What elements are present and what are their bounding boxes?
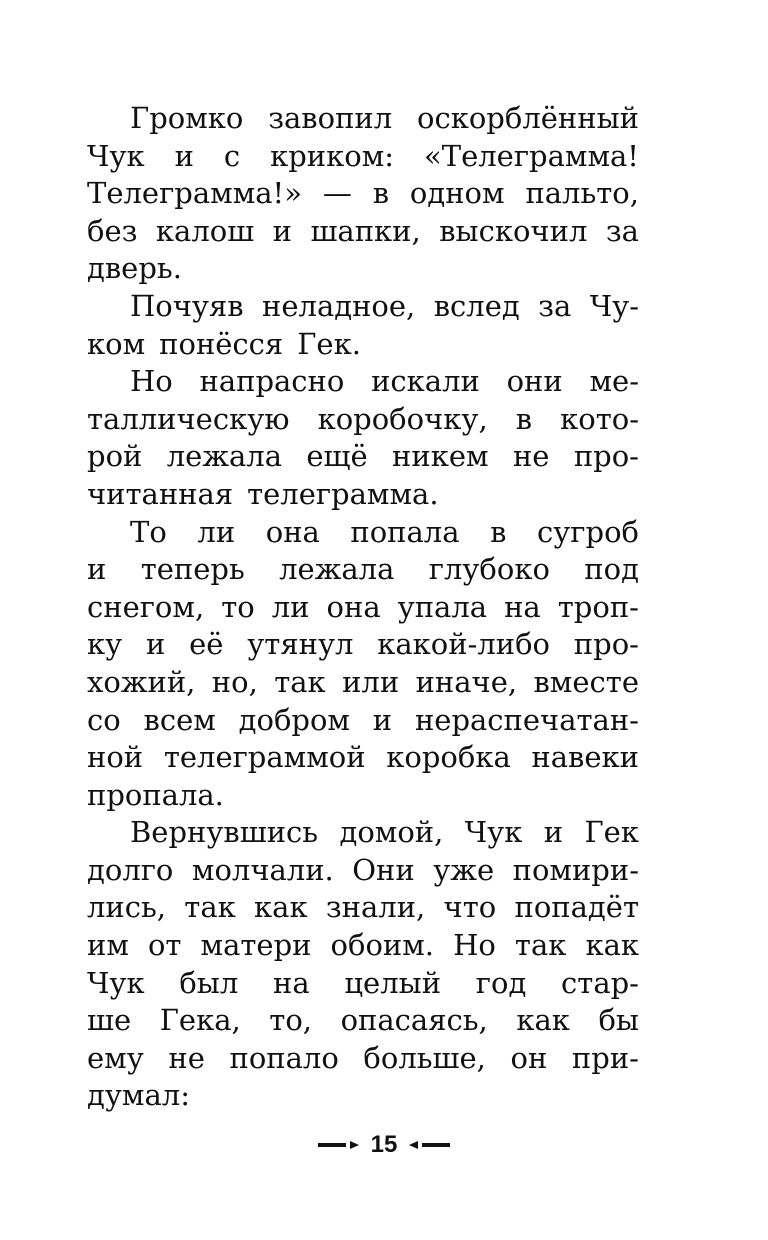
word: пальто, — [525, 176, 639, 211]
text-line — [87, 138, 639, 176]
word: опасаясь, — [340, 1003, 488, 1038]
word: шапки, — [310, 213, 421, 248]
word: со — [87, 702, 121, 737]
text-line — [87, 664, 639, 702]
word: коробочку, — [317, 401, 488, 436]
word: дверь. — [87, 251, 182, 286]
word: одном — [409, 176, 505, 211]
word: — — [322, 176, 352, 211]
word: знали, — [325, 890, 426, 925]
word: То — [130, 514, 167, 549]
text-line — [87, 852, 639, 890]
word: не — [512, 439, 550, 474]
word: завопил — [268, 101, 393, 135]
text-line — [87, 965, 639, 1003]
word: то — [221, 589, 255, 624]
text-line — [87, 175, 639, 213]
word: пропала. — [87, 777, 224, 812]
word: на — [504, 589, 541, 624]
word: Телеграмма!» — [87, 176, 302, 211]
word: выскочил — [439, 213, 588, 248]
word: матери — [200, 928, 312, 963]
word: Чу- — [589, 288, 639, 323]
word: и — [174, 138, 194, 173]
word: глубоко — [428, 552, 550, 587]
word: она — [326, 589, 381, 624]
word: коробка — [386, 740, 511, 775]
word: не — [168, 1040, 205, 1075]
paragraph — [87, 363, 639, 513]
word: уже — [433, 852, 495, 887]
word: Громко — [130, 101, 244, 135]
word: и — [272, 213, 292, 248]
word: попало — [229, 1040, 339, 1075]
word: так — [274, 664, 326, 699]
word: понёсся — [159, 326, 284, 361]
word: искали — [371, 364, 480, 399]
word: в — [515, 401, 533, 436]
word: так — [184, 890, 236, 925]
word: или — [342, 664, 400, 699]
word: навеки — [531, 740, 639, 775]
word: таллическую — [87, 401, 290, 436]
text-line — [87, 288, 639, 326]
text-line — [87, 326, 639, 364]
page-footer — [0, 1128, 768, 1162]
word: сугроб — [537, 514, 639, 549]
word: за — [538, 288, 572, 323]
word: и — [372, 702, 393, 737]
text-line — [87, 589, 639, 627]
word: им — [87, 928, 129, 963]
word: «Телеграмма! — [424, 138, 639, 173]
word: троп- — [557, 589, 639, 624]
word: про- — [573, 439, 639, 474]
word: ли — [197, 514, 236, 549]
word: никем — [392, 439, 489, 474]
text-line — [87, 401, 639, 439]
page-number: 15 — [370, 1131, 398, 1158]
word: Чук — [87, 138, 145, 173]
word: телеграммой — [163, 740, 366, 775]
text-line — [87, 213, 639, 251]
word: помири- — [512, 852, 639, 887]
text-line — [87, 438, 639, 476]
word: целый — [344, 965, 442, 1000]
word: на — [273, 965, 310, 1000]
text-line — [87, 626, 639, 664]
text-line — [87, 551, 639, 589]
word: читанная — [87, 476, 234, 511]
word: утянул — [247, 627, 354, 662]
word: больше, — [363, 1040, 486, 1075]
word: рой — [87, 439, 143, 474]
word: но, — [211, 664, 258, 699]
word: попала — [350, 514, 460, 549]
word: под — [584, 552, 639, 587]
word: что — [443, 890, 497, 925]
word: она — [265, 514, 320, 549]
word: при- — [571, 1040, 639, 1075]
word: он — [510, 1040, 548, 1075]
word: напрасно — [199, 364, 345, 399]
word: Чук — [87, 965, 145, 1000]
paragraph — [87, 288, 639, 363]
paragraph — [87, 814, 639, 1115]
text-line — [87, 702, 639, 740]
text-line — [87, 889, 639, 927]
word: в — [372, 176, 390, 211]
word: вместе — [533, 664, 639, 699]
word: ещё — [306, 439, 368, 474]
word: лись, — [87, 890, 166, 925]
word: какой-либо — [377, 627, 551, 662]
text-line — [87, 100, 639, 138]
word: как — [516, 1003, 570, 1038]
word: без — [87, 213, 138, 248]
text-line — [87, 927, 639, 965]
text-line — [87, 1002, 639, 1040]
word: нераспечатан- — [414, 702, 639, 737]
word: и — [87, 552, 107, 587]
word: с — [223, 138, 241, 173]
text-line — [87, 1040, 639, 1078]
word: лежала — [279, 552, 395, 587]
word: Гек. — [297, 326, 361, 361]
word: оскорблённый — [417, 101, 639, 135]
word: неладное, — [262, 288, 416, 323]
word: ной — [87, 740, 144, 775]
word: так — [514, 928, 567, 963]
word: Вернувшись — [130, 815, 319, 850]
word: был — [179, 965, 239, 1000]
word: в — [490, 514, 507, 549]
word: Гека, — [159, 1003, 241, 1038]
word: лежала — [166, 439, 282, 474]
word: стар- — [561, 965, 639, 1000]
word: домой, — [339, 815, 444, 850]
word: ли — [271, 589, 310, 624]
word: думал: — [87, 1078, 190, 1113]
word: долго — [87, 852, 174, 887]
word: теперь — [140, 552, 245, 587]
left-ornament — [318, 1141, 359, 1149]
text-line — [87, 363, 639, 401]
word: криком: — [270, 138, 395, 173]
word: ему — [87, 1040, 144, 1075]
word: Гек — [584, 815, 639, 850]
word: её — [189, 627, 224, 662]
word: год — [475, 965, 527, 1000]
word: всем — [143, 702, 216, 737]
right-ornament — [409, 1141, 450, 1149]
word: от — [147, 928, 182, 963]
word: добром — [238, 702, 350, 737]
word: калош — [155, 213, 255, 248]
word: ме- — [589, 364, 639, 399]
word: Почуяв — [130, 288, 244, 323]
word: вслед — [433, 288, 520, 323]
word: снегом, — [87, 589, 205, 624]
word: ком — [87, 326, 146, 361]
word: про- — [573, 627, 639, 662]
text-line — [87, 476, 639, 514]
word: ку — [87, 627, 123, 662]
word: иначе, — [415, 664, 518, 699]
word: телеграмма. — [247, 476, 439, 511]
word: ше — [87, 1003, 132, 1038]
text-line — [87, 250, 639, 288]
word: бы — [598, 1003, 639, 1038]
word: то, — [269, 1003, 313, 1038]
word: кото- — [560, 401, 639, 436]
word: они — [506, 364, 563, 399]
word: молчали. — [191, 852, 334, 887]
text-line — [87, 814, 639, 852]
word: как — [585, 928, 639, 963]
paragraph — [87, 100, 639, 288]
word: обоим. — [330, 928, 435, 963]
word: как — [254, 890, 308, 925]
word: Но — [130, 364, 173, 399]
text-line — [87, 1077, 639, 1115]
word: за — [605, 213, 639, 248]
text-line — [87, 739, 639, 777]
text-line — [87, 777, 639, 815]
word: Но — [453, 928, 496, 963]
word: упала — [397, 589, 488, 624]
word: хожий, — [87, 664, 196, 699]
word: и — [543, 815, 564, 850]
text-line — [87, 514, 639, 552]
word: Они — [352, 852, 415, 887]
word: Чук — [464, 815, 523, 850]
paragraph — [87, 514, 639, 815]
word: и — [145, 627, 166, 662]
body-text — [87, 100, 639, 1115]
word: попадёт — [514, 890, 639, 925]
